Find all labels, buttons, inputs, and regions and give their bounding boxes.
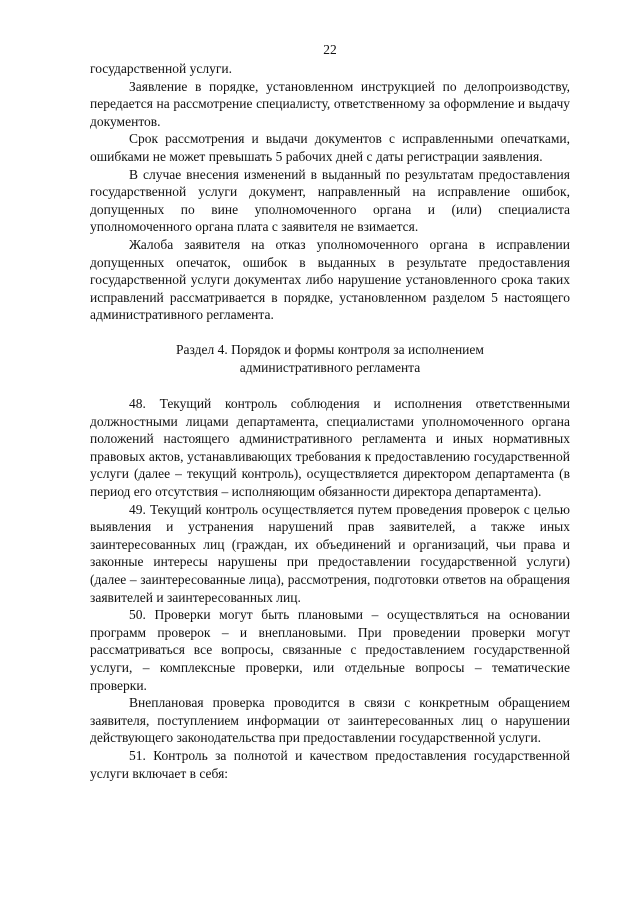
paragraph: государственной услуги.	[90, 61, 232, 76]
paragraph: 49. Текущий контроль осуществляется путем проведения проверок с целью выявления и устранения нарушений прав заявителей, а также иных заинтересованных лиц (граждан, их объединений и организаций, чьи права и законные интересы нарушены при предоставлении государственной услуги) (далее – заинтересованные лица), рассмотрения, подготовки ответов на обращения заявителей и заинтересованных лиц.	[90, 501, 570, 605]
paragraph: В случае внесения изменений в выданный по результатам предоставления государственной услуги документ, направленный на исправление ошибок, допущенных по вине уполномоченного органа и (или) специалиста уполномоченного органа плата с заявителя не взимается.	[90, 166, 570, 235]
page-number: 22	[323, 42, 337, 57]
paragraph: Внеплановая проверка проводится в связи с конкретным обращением заявителя, поступлением информации от заинтересованных лиц о нарушении действующего законодательства при предоставлении государственной услуги.	[90, 695, 570, 746]
section-heading-line: административного регламента	[239, 359, 421, 375]
body-text-before	[90, 60, 570, 324]
section-heading-line: Раздел 4. Порядок и формы контроля за исполнением	[176, 341, 484, 357]
paragraph: 48. Текущий контроль соблюдения и исполнения ответственными должностными лицами департамента, специалистами уполномоченного органа положений настоящего административного регламента и иных нормативных правовых актов, устанавливающих требования к предоставлению государственной услуги (далее – текущий контроль), осуществляется директором департамента (в период его отсутствия – исполняющим обязанности директора департамента).	[90, 396, 570, 500]
paragraph: 51. Контроль за полнотой и качеством предоставления государственной услуги включает в себя:	[90, 747, 570, 781]
section-heading	[90, 341, 570, 376]
paragraph: 50. Проверки могут быть плановыми – осуществляться на основании программ проверок – и внеплановыми. При проведении проверки могут рассматриваться все вопросы, связанные с предоставлением государственной услуги, – комплексные проверки, или отдельные вопросы – тематические проверки.	[90, 607, 570, 693]
paragraph: Заявление в порядке, установленном инструкцией по делопроизводству, передается на рассмотрение специалисту, ответственному за оформление и выдачу документов.	[90, 78, 570, 129]
paragraph: Жалоба заявителя на отказ уполномоченного органа в исправлении допущенных опечаток, ошибок в выданных в результате предоставления государственной услуги документах либо нарушение установленного срока таких исправлений рассматривается в порядке, установленном разделом 5 настоящего административного регламента.	[90, 236, 570, 323]
paragraph: Срок рассмотрения и выдачи документов с исправленными опечатками, ошибками не может превышать 5 рабочих дней с даты регистрации заявления.	[90, 131, 570, 164]
body-text-after	[90, 395, 570, 782]
